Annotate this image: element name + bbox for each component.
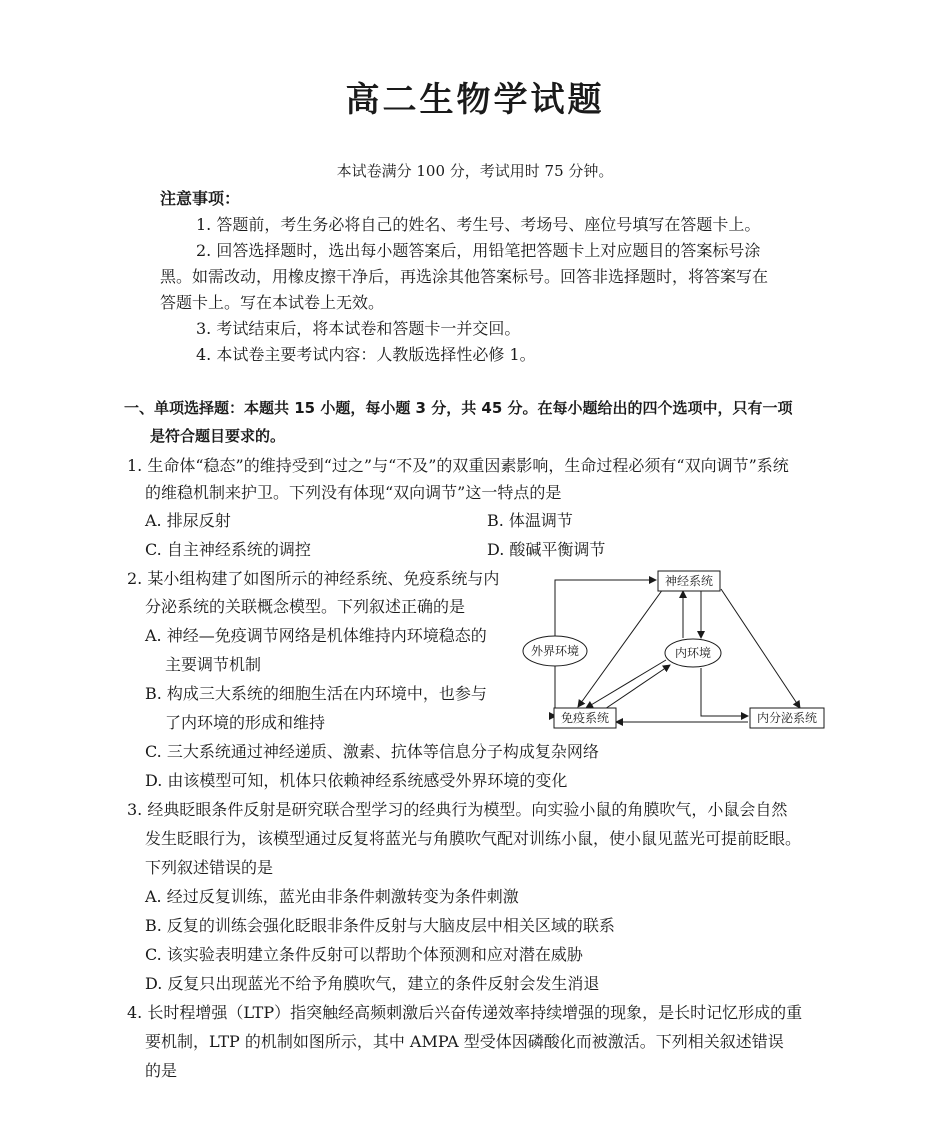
- node-internal-environment: [665, 639, 721, 667]
- notice-item-4: 4. 本试卷主要考试内容：人教版选择性必修 1。: [196, 345, 536, 364]
- question-3-line-2: 发生眨眼行为，该模型通过反复将蓝光与角膜吹气配对训练小鼠，使小鼠见蓝光可提前眨眼。: [145, 829, 802, 848]
- question-1-option-d: D. 酸碱平衡调节: [487, 540, 606, 559]
- node-endocrine-system: [750, 708, 824, 728]
- question-2-option-b-line-2: 了内环境的形成和维持: [165, 713, 326, 732]
- question-2-line-2: 分泌系统的关联概念模型。下列叙述正确的是: [145, 597, 466, 616]
- question-4-line-3: 的是: [145, 1061, 178, 1080]
- node-outer-environment: [523, 636, 587, 666]
- node-nervous-system: [658, 571, 720, 591]
- question-1-option-a: A. 排尿反射: [145, 511, 231, 530]
- question-3-option-c: C. 该实验表明建立条件反射可以帮助个体预测和应对潜在威胁: [145, 945, 583, 964]
- notice-item-2-line-1: 2. 回答选择题时，选出每小题答案后，用铅笔把答题卡上对应题目的答案标号涂: [196, 241, 761, 260]
- question-1-line-2: 的维稳机制来护卫。下列没有体现“双向调节”这一特点的是: [145, 483, 562, 502]
- question-4-line-2: 要机制，LTP 的机制如图所示，其中 AMPA 型受体因磷酸化而被激活。下列相关叙述错误: [145, 1032, 784, 1051]
- label-endocrine-system: 内分泌系统: [756, 711, 818, 725]
- question-3-option-a: A. 经过反复训练，蓝光由非条件刺激转变为条件刺激: [145, 887, 519, 906]
- notice-item-2-line-2: 黑。如需改动，用橡皮擦干净后，再选涂其他答案标号。回答非选择题时，将答案写在: [160, 267, 769, 286]
- question-3-line-3: 下列叙述错误的是: [145, 858, 274, 877]
- question-1-line-1: 1. 生命体“稳态”的维持受到“过之”与“不及”的双重因素影响，生命过程必须有“双向调节”系统: [127, 456, 789, 475]
- section-heading-line-2: 是符合题目要求的。: [150, 427, 286, 445]
- label-outer-environment: 外界环境: [530, 644, 580, 658]
- label-nervous-system: 神经系统: [664, 574, 714, 588]
- question-1-option-b: B. 体温调节: [487, 511, 573, 530]
- question-2-option-b-line-1: B. 构成三大系统的细胞生活在内环境中，也参与: [145, 684, 487, 703]
- notice-item-1: 1. 答题前，考生务必将自己的姓名、考生号、考场号、座位号填写在答题卡上。: [196, 215, 761, 234]
- question-2-option-a-line-1: A. 神经—免疫调节网络是机体维持内环境稳态的: [145, 626, 487, 645]
- notice-item-3: 3. 考试结束后，将本试卷和答题卡一并交回。: [196, 319, 521, 338]
- question-2-line-1: 2. 某小组构建了如图所示的神经系统、免疫系统与内: [127, 569, 500, 588]
- notice-item-2-line-3: 答题卡上。写在本试卷上无效。: [160, 293, 385, 312]
- question-2-option-c: C. 三大系统通过神经递质、激素、抗体等信息分子构成复杂网络: [145, 742, 599, 761]
- question-3-option-d: D. 反复只出现蓝光不给予角膜吹气，建立的条件反射会发生消退: [145, 974, 600, 993]
- question-1-option-c: C. 自主神经系统的调控: [145, 540, 311, 559]
- concept-model-diagram: [518, 565, 828, 735]
- label-immune-system: 免疫系统: [560, 711, 610, 725]
- exam-info: 本试卷满分 100 分，考试用时 75 分钟。: [336, 162, 614, 180]
- question-3-line-1: 3. 经典眨眼条件反射是研究联合型学习的经典行为模型。向实验小鼠的角膜吹气，小鼠会自然: [127, 800, 788, 819]
- label-internal-environment: 内环境: [674, 646, 712, 660]
- question-2-option-a-line-2: 主要调节机制: [165, 655, 262, 674]
- section-heading-line-1: 一、单项选择题：本题共 15 小题，每小题 3 分，共 45 分。在每小题给出的四个选项中，只有一项: [124, 399, 793, 417]
- notice-heading: 注意事项：: [160, 189, 241, 208]
- node-immune-system: [554, 708, 616, 728]
- question-3-option-b: B. 反复的训练会强化眨眼非条件反射与大脑皮层中相关区域的联系: [145, 916, 615, 935]
- page-title: 高二生物学试题: [345, 80, 605, 120]
- question-4-line-1: 4. 长时程增强（LTP）指突触经高频刺激后兴奋传递效率持续增强的现象，是长时记忆形成的重: [127, 1003, 803, 1022]
- question-2-option-d: D. 由该模型可知，机体只依赖神经系统感受外界环境的变化: [145, 771, 568, 790]
